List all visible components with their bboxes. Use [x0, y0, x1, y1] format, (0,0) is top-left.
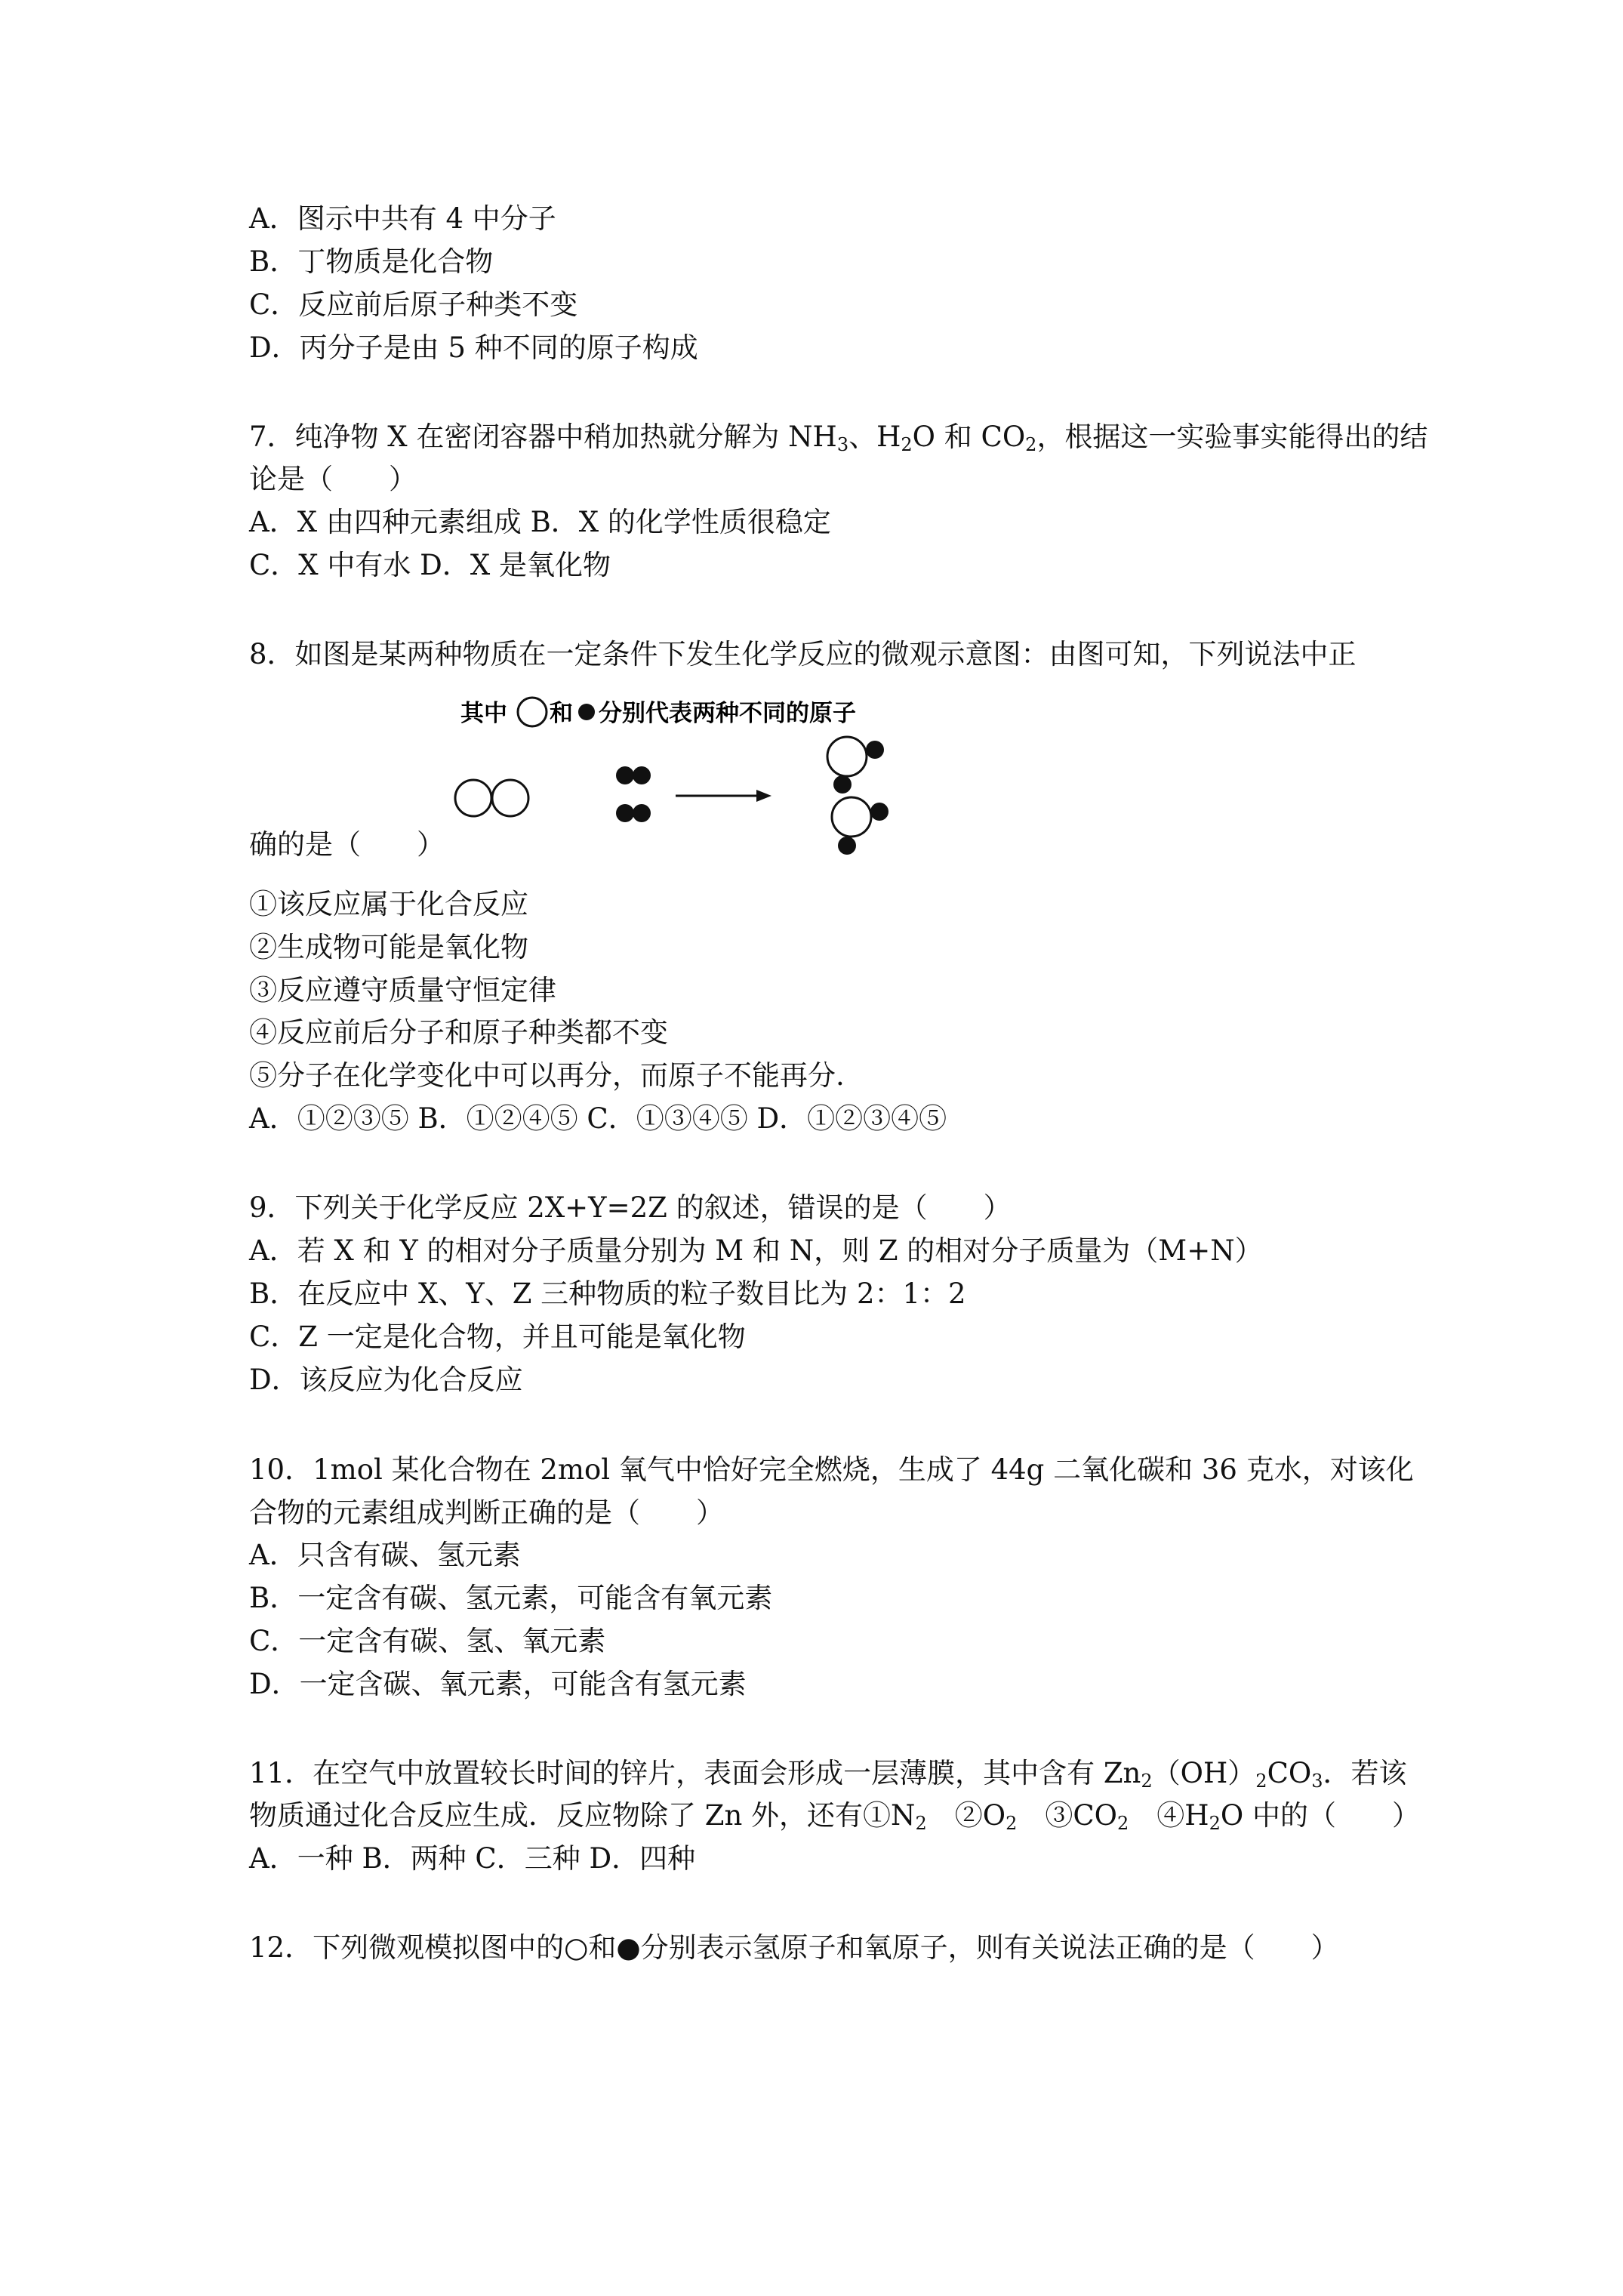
product-solid-atom	[870, 803, 888, 821]
reactant-hollow-atom	[455, 780, 491, 816]
q8-stem-line1: 8．如图是某两种物质在一定条件下发生化学反应的微观示意图：由图可知，下列说法中正	[249, 638, 1357, 670]
q11-options: A．一种 B．两种 C．三种 D．四种	[249, 1842, 696, 1875]
reactant-solid-atom	[616, 804, 634, 822]
legend-hollow-atom	[518, 698, 547, 726]
q10-option-d: D．一定含碳、氧元素，可能含有氢元素	[249, 1668, 747, 1700]
q7-options-ab: A．X 由四种元素组成 B．X 的化学性质很稳定	[249, 506, 831, 538]
q10-stem-line1: 10．1mol 某化合物在 2mol 氧气中恰好完全燃烧，生成了 44g 二氧化碳和 36 克水，对该化	[249, 1453, 1414, 1486]
q9-option-d: D．该反应为化合反应	[249, 1364, 523, 1396]
reactant-solid-atom	[633, 804, 651, 822]
figure-caption-prefix: 其中	[460, 700, 507, 727]
q9-option-a: A．若 X 和 Y 的相对分子质量分别为 M 和 N，则 Z 的相对分子质量为（M+N）	[249, 1234, 1263, 1267]
q12-stem: 12．下列微观模拟图中的○和●分别表示氢原子和氧原子，则有关说法正确的是（ ）	[249, 1931, 1339, 1964]
q10-option-a: A．只含有碳、氢元素	[249, 1539, 521, 1571]
legend-solid-atom	[578, 704, 595, 720]
reactant-hollow-atom	[492, 780, 528, 816]
q8-statement-5: ⑤分子在化学变化中可以再分，而原子不能再分.	[249, 1059, 845, 1092]
figure-caption-suffix: 分别代表两种不同的原子	[599, 700, 856, 727]
q10-option-b: B．一定含有碳、氢元素，可能含有氧元素	[249, 1582, 773, 1614]
q6-option-d: D．丙分子是由 5 种不同的原子构成	[249, 331, 698, 364]
q8-statement-4: ④反应前后分子和原子种类都不变	[249, 1016, 668, 1049]
q9-option-b: B．在反应中 X、Y、Z 三种物质的粒子数目比为 2：1：2	[249, 1277, 966, 1310]
product-hollow-atom	[827, 737, 867, 776]
figure-caption-and: 和	[550, 700, 573, 727]
q7-stem-line1: 7．纯净物 X 在密闭容器中稍加热就分解为 $NH_3$、$H_2O$ 和 $CO_2$，根据这一实验事实能得出的结	[249, 421, 1428, 455]
q11-stem-line1: 11．在空气中放置较长时间的锌片，表面会形成一层薄膜，其中含有 $Zn_2(OH)_2CO_3$．若该	[249, 1757, 1407, 1792]
q8-reaction-diagram	[445, 687, 913, 868]
product-hollow-atom	[832, 797, 871, 837]
q7-stem-line2: 论是（ ）	[249, 463, 417, 495]
q8-statement-1: ①该反应属于化合反应	[249, 888, 528, 920]
product-solid-atom	[866, 741, 884, 759]
q9-stem: 9．下列关于化学反应 2X+Y=2Z 的叙述，错误的是（ ）	[249, 1191, 1012, 1224]
product-solid-atom	[838, 837, 856, 855]
q10-stem-line2: 合物的元素组成判断正确的是（ ）	[249, 1496, 724, 1529]
q8-statement-2: ②生成物可能是氧化物	[249, 931, 528, 963]
q9-option-c: C．Z 一定是化合物，并且可能是氧化物	[249, 1321, 746, 1353]
q6-option-b: B．丁物质是化合物	[249, 245, 494, 278]
q8-statement-3: ③反应遵守质量守恒定律	[249, 974, 556, 1006]
product-solid-atom	[833, 775, 852, 794]
q8-stem-line2: 确的是（ ）	[249, 828, 445, 861]
q10-option-c: C．一定含有碳、氢、氧元素	[249, 1625, 606, 1657]
reaction-arrow-head	[756, 790, 771, 802]
q6-option-a: A．图示中共有 4 中分子	[249, 202, 556, 235]
q11-stem-line2: 物质通过化合反应生成．反应物除了 Zn 外，还有$①N_2$ $②O_2$ $③CO_2$ $④H_2O$ 中的（ ）	[249, 1799, 1420, 1834]
q8-options: A．①②③⑤ B．①②④⑤ C．①③④⑤ D．①②③④⑤	[249, 1102, 947, 1135]
reactant-solid-atom	[633, 766, 651, 784]
q6-option-c: C．反应前后原子种类不变	[249, 288, 578, 321]
reactant-solid-atom	[616, 766, 634, 784]
q7-options-cd: C．X 中有水 D．X 是氧化物	[249, 549, 611, 581]
